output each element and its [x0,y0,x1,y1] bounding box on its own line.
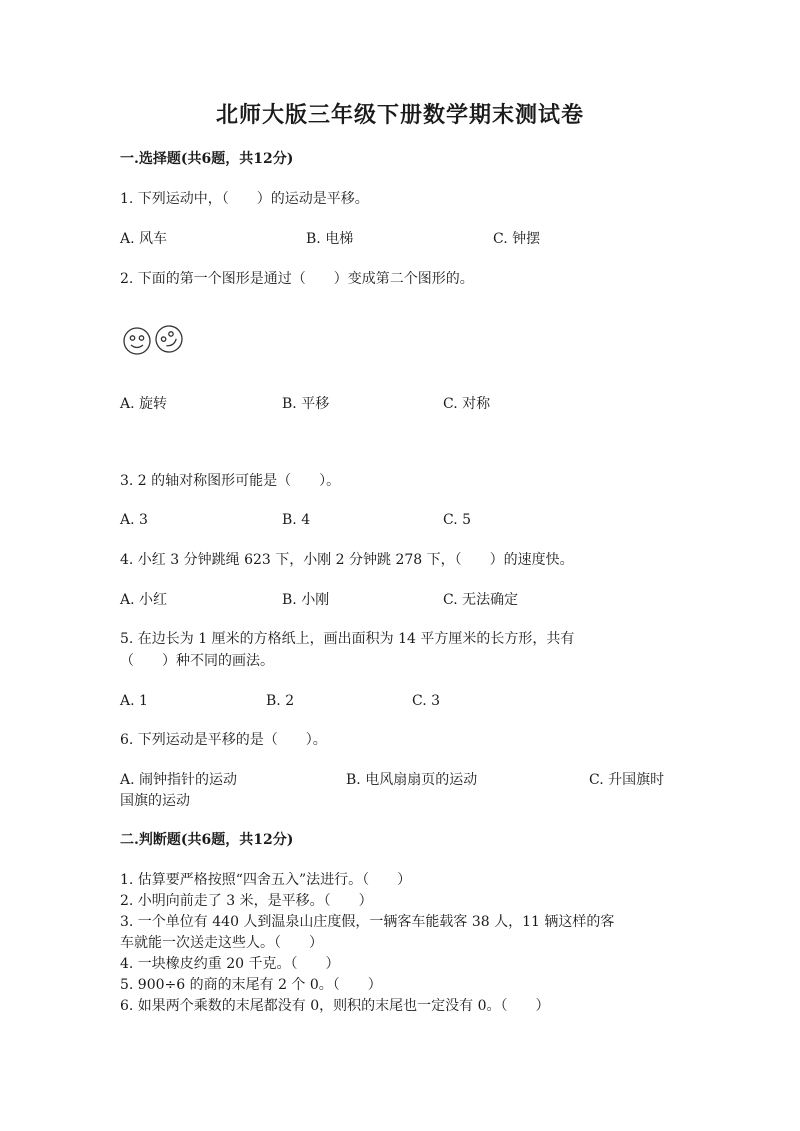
question-3-stem: 3. 2 的轴对称图形可能是（ ）。 [120,473,341,489]
section-heading-choice: 一.选择题(共6题，共12分) [120,151,294,167]
question-2-option-c: C. 对称 [443,396,491,412]
question-6-option-b: B. 电风扇扇页的运动 [346,772,478,788]
question-5-option-c: C. 3 [412,693,441,709]
question-6-option-c-line2: 国旗的运动 [120,793,190,809]
question-4-option-c: C. 无法确定 [443,592,519,608]
judgment-item-3-line1: 3. 一个单位有 440 人到温泉山庄度假，一辆客车能载客 38 人，11 辆这样的客 [120,914,615,930]
smiley-face-upright-icon [124,328,150,354]
question-3-option-a: A. 3 [120,512,148,528]
page-title: 北师大版三年级下册数学期末测试卷 [215,102,584,128]
question-2-option-a: A. 旋转 [120,396,168,412]
question-4-stem: 4. 小红 3 分钟跳绳 623 下，小刚 2 分钟跳 278 下，（ ）的速度快。 [120,552,574,568]
question-5-option-b: B. 2 [266,693,295,709]
judgment-item-4: 4. 一块橡皮约重 20 千克。（ ） [120,956,340,972]
question-2-stem: 2. 下面的第一个图形是通过（ ）变成第二个图形的。 [120,271,474,287]
judgment-item-2: 2. 小明向前走了 3 米，是平移。（ ） [120,893,373,909]
section-heading-judgment: 二.判断题(共6题，共12分) [120,832,294,848]
question-3-option-c: C. 5 [443,512,472,528]
smiley-face-rotated-icon [151,322,187,357]
question-1-stem: 1. 下列运动中，（ ）的运动是平移。 [120,191,369,207]
question-1-option-c: C. 钟摆 [493,231,541,247]
question-3-option-b: B. 4 [282,512,311,528]
judgment-item-1: 1. 估算要严格按照“四舍五入”法进行。（ ） [120,872,412,888]
question-1-option-a: A. 风车 [120,231,168,247]
question-6-option-a: A. 闹钟指针的运动 [120,772,238,788]
judgment-item-6: 6. 如果两个乘数的末尾都没有 0，则积的末尾也一定没有 0。（ ） [120,998,550,1014]
question-2-option-b: B. 平移 [282,396,330,412]
question-5-stem-line1: 5. 在边长为 1 厘米的方格纸上，画出面积为 14 平方厘米的长方形，共有 [120,631,575,647]
question-5-stem-line2: （ ）种不同的画法。 [120,653,274,669]
question-5-option-a: A. 1 [120,693,148,709]
question-4-option-b: B. 小刚 [282,592,330,608]
judgment-item-3-line2: 车就能一次送走这些人。（ ） [120,935,323,951]
question-1-option-b: B. 电梯 [306,231,354,247]
question-6-stem: 6. 下列运动是平移的是（ ）。 [120,732,327,748]
judgment-item-5: 5. 900÷6 的商的末尾有 2 个 0。（ ） [120,977,382,993]
question-4-option-a: A. 小红 [120,592,168,608]
smiley-faces-figure [120,322,190,358]
question-6-option-c-line1: C. 升国旗时 [589,772,665,788]
